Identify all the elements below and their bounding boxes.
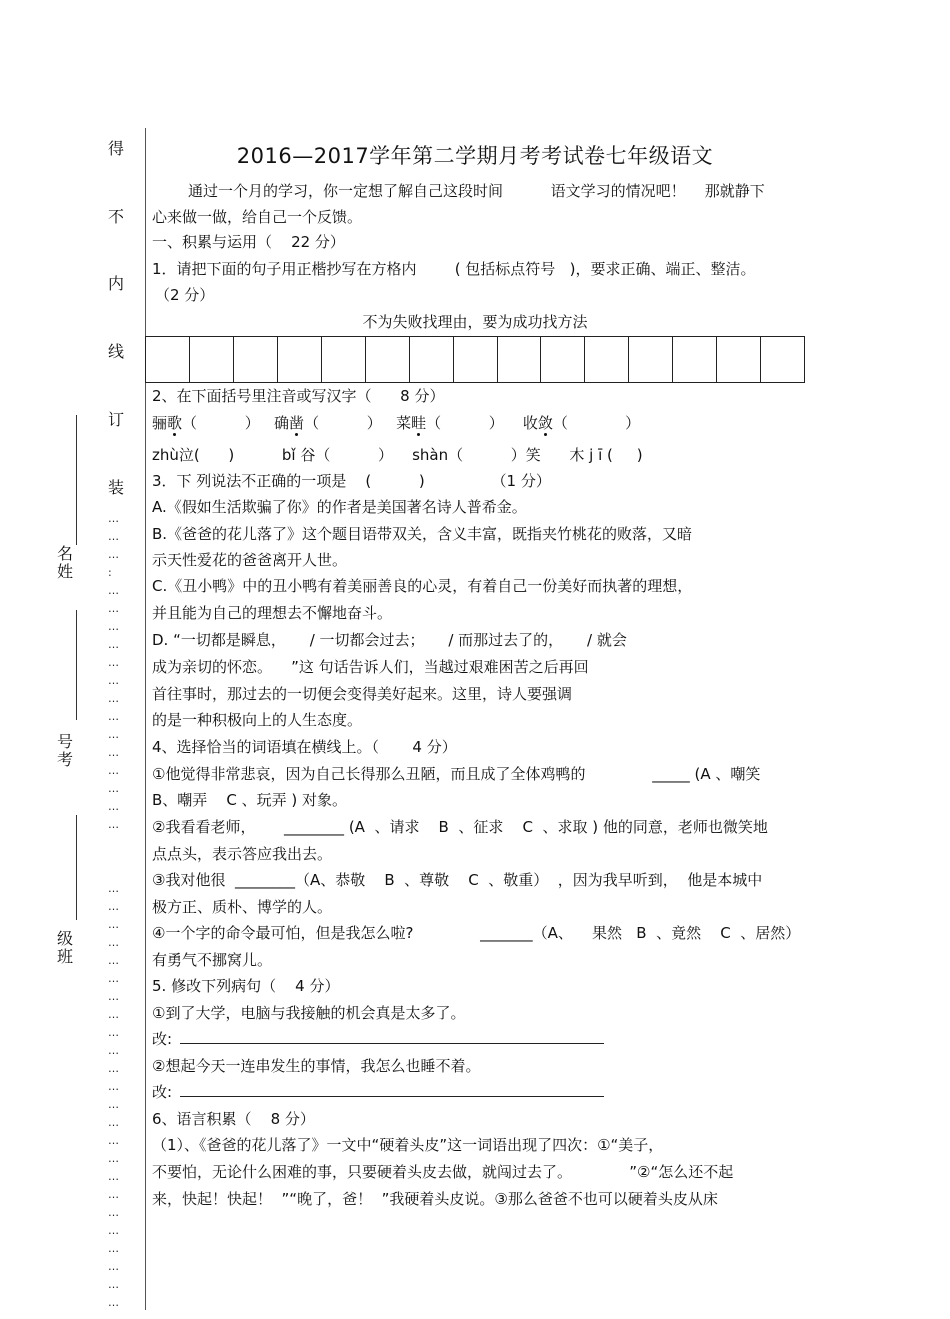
question-1: 1．请把下面的句子用正楷抄写在方格内 ( 包括标点符号 )，要求正确、端正、整洁。 [152, 260, 756, 278]
option-a: A.《假如生活欺骗了你》的作者是美国著名诗人普希金。 [152, 498, 527, 516]
q5-sentence: ①到了大学，电脑与我接触的机会真是太多了。 [152, 1004, 466, 1022]
page-title: 2016—2017学年第二学期月考考试卷七年级语文 [236, 144, 714, 168]
q4-item: ①他觉得非常悲哀，因为自己长得那么丑陋，而且成了全体鸡鸭的 _____ (A 、嘲笑 [152, 765, 761, 783]
dotted-cut-line: … … … : … … … … … … … … … … … … … … [108, 512, 120, 831]
q4-item: 极方正、质朴、博学的人。 [152, 898, 333, 916]
grid-cell[interactable] [584, 337, 628, 382]
margin-char: 订 [108, 410, 125, 429]
grid-cell[interactable] [628, 337, 672, 382]
label-rule [76, 815, 77, 920]
copy-sentence: 不为失败找理由，要为成功找方法 [362, 313, 588, 331]
question-5: 5. 修改下列病句（ 4 分） [152, 977, 340, 995]
label-rule [76, 610, 77, 720]
option-d: 成为亲切的怀恋。 ”这 句话告诉人们，当越过艰难困苦之后再回 [152, 658, 589, 676]
answer-line[interactable] [180, 1082, 604, 1097]
grid-cell[interactable] [497, 337, 541, 382]
q5-correction: 改: [152, 1082, 604, 1102]
option-c: 并且能为自己的理想去不懈地奋斗。 [152, 604, 393, 622]
section-heading: 一、积累与运用（ 22 分） [152, 233, 345, 251]
question-4: 4、选择恰当的词语填在横线上。（ 4 分） [152, 738, 457, 756]
option-d: 的是一种积极向上的人生态度。 [152, 711, 363, 729]
margin-rule [145, 128, 146, 1310]
option-d: D. “一切都是瞬息， / 一切都会过去； / 而那过去了的， / 就会 [152, 631, 627, 649]
intro-line: 心来做一做，给自己一个反馈。 [152, 208, 363, 226]
intro-line: 通过一个月的学习，你一定想了解自己这段时间 语文学习的情况吧！ 那就静下 [188, 182, 765, 200]
q4-item: 有勇气不挪窝儿。 [152, 951, 273, 969]
margin-char: 内 [108, 274, 125, 293]
exam-number-label: 号 考 [56, 732, 73, 769]
q5-correction: 改: [152, 1029, 604, 1049]
q4-item: 点点头，表示答应我出去。 [152, 845, 333, 863]
grid-cell[interactable] [540, 337, 584, 382]
option-b: 示天性爱花的爸爸离开人世。 [152, 551, 348, 569]
q4-item: B、嘲弄 C 、玩弄 ) 对象。 [152, 791, 347, 809]
option-b: B.《爸爸的花儿落了》这个题目语带双关，含义丰富，既指夹竹桃花的败落，又暗 [152, 525, 693, 543]
name-label: 名 姓 [56, 544, 73, 581]
grid-cell[interactable] [365, 337, 409, 382]
grid-cell[interactable] [760, 337, 804, 382]
question-1-points: （2 分） [155, 286, 215, 304]
grid-cell[interactable] [233, 337, 277, 382]
q6-text: （1）、《爸爸的花儿落了》一文中“硬着头皮”这一词语出现了四次：①“美子， [152, 1136, 664, 1154]
grid-cell[interactable] [189, 337, 233, 382]
q5-sentence: ②想起今天一连串发生的事情，我怎么也睡不着。 [152, 1057, 481, 1075]
grid-cell[interactable] [672, 337, 716, 382]
option-c: C.《丑小鸭》中的丑小鸭有着美丽善良的心灵，有着自己一份美好而执著的理想， [152, 577, 693, 595]
q6-text: 来，快起！快起！ ”“晚了，爸！ ”我硬着头皮说。③那么爸爸不也可以硬着头皮从床 [152, 1190, 718, 1208]
dotted-cut-line: … … … … … … … … … … … … … … … … … … … … … … … … [108, 882, 120, 1309]
pinyin-row: 骊歌（ ） 确凿（ ） 菜畦（ ） 收敛（ ） [152, 414, 641, 432]
question-3: 3．下 列说法不正确的一项是 ( ) （1 分） [152, 472, 551, 490]
grid-cell[interactable] [453, 337, 497, 382]
question-2: 2、在下面括号里注音或写汉字（ 8 分） [152, 387, 445, 405]
pinyin-row: zhù泣( ) bǐ 谷（ ） shàn（ ）笑 木 j ī ( ) [152, 446, 643, 464]
q6-text: 不要怕，无论什么困难的事，只要硬着头皮去做，就闯过去了。 ”②“怎么还不起 [152, 1163, 734, 1181]
margin-char: 得 [108, 139, 125, 158]
question-6: 6、语言积累（ 8 分） [152, 1110, 315, 1128]
q4-item: ③我对他很 ________（A、恭敬 B 、尊敬 C 、敬重） ，因为我早听到， 他是本城中 [152, 871, 763, 889]
grid-cell[interactable] [716, 337, 760, 382]
grid-cell[interactable] [277, 337, 321, 382]
q4-item: ②我看看老师， ________ (A 、请求 B 、征求 C 、求取 ) 他的同意，老师也微笑地 [152, 818, 768, 836]
grid-cell[interactable] [409, 337, 453, 382]
class-label: 级 班 [56, 929, 73, 966]
label-rule [76, 415, 77, 545]
option-d: 首往事时，那过去的一切便会变得美好起来。这里，诗人要强调 [152, 685, 573, 703]
margin-char: 线 [108, 342, 125, 361]
answer-line[interactable] [180, 1029, 604, 1044]
margin-char: 装 [108, 478, 125, 497]
grid-cell[interactable] [146, 337, 189, 382]
q4-item: ④一个字的命令最可怕，但是我怎么啦? _______（A、 果然 B 、竟然 C 、居然） [152, 924, 801, 942]
grid-cell[interactable] [321, 337, 365, 382]
writing-grid[interactable] [145, 336, 805, 383]
margin-char: 不 [108, 207, 125, 226]
